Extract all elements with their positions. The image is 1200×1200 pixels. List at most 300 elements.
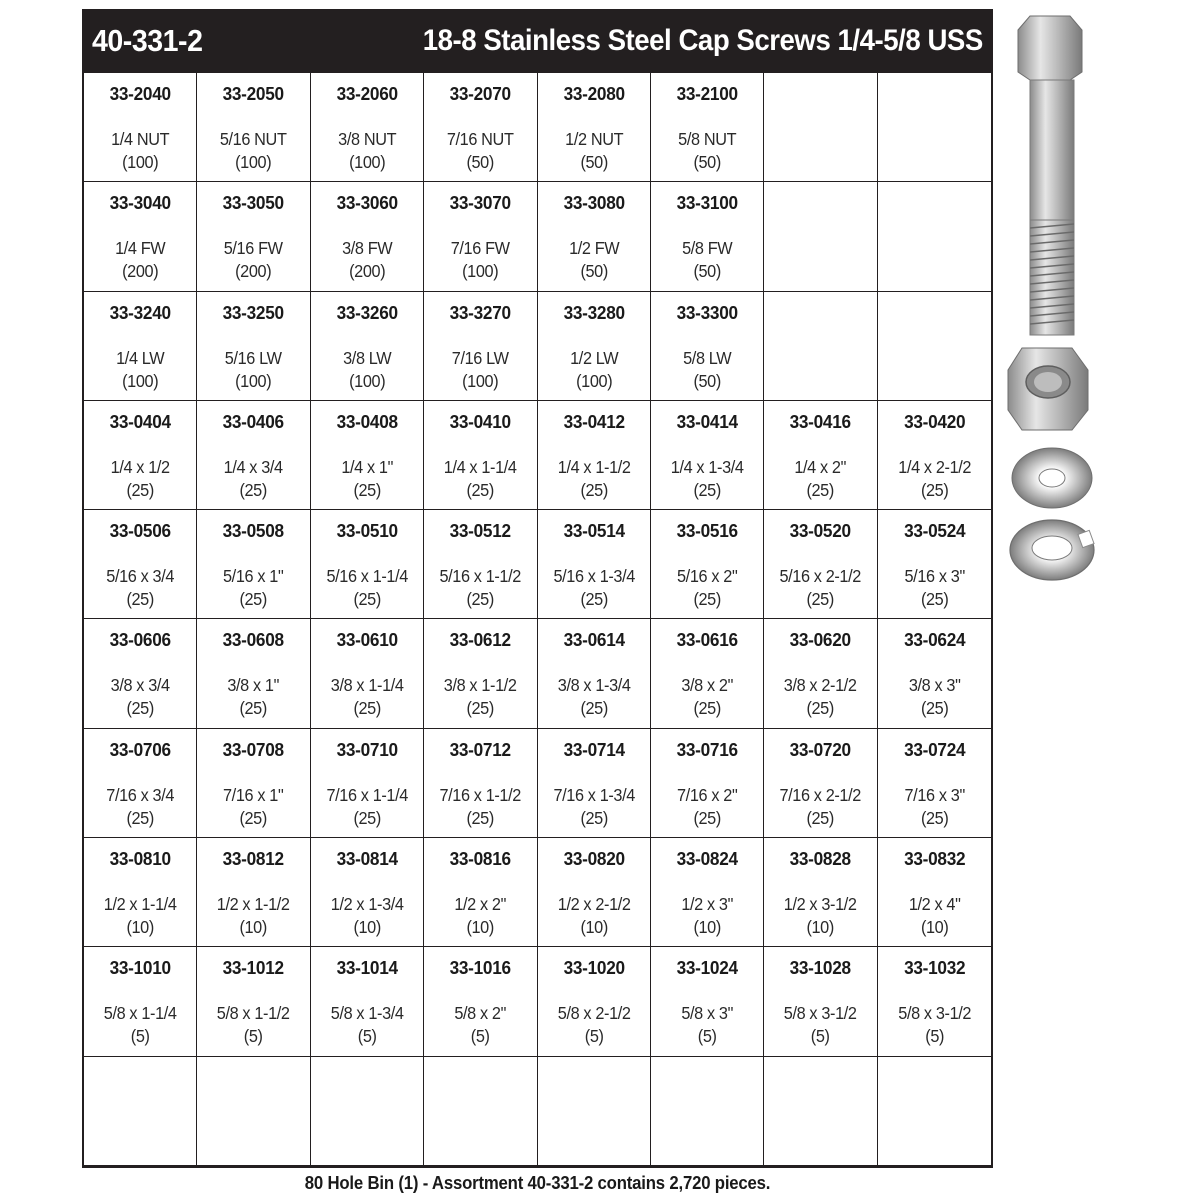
bin-cell	[878, 401, 991, 510]
part-quantity: (25)	[466, 479, 495, 500]
part-size: 1/2 x 2-1/2	[557, 894, 631, 915]
part-description	[768, 1002, 873, 1048]
part-size: 1/2 x 4"	[908, 894, 961, 915]
part-description	[541, 893, 646, 939]
part-number: 33-0816	[449, 848, 511, 870]
sheet-header	[82, 9, 993, 73]
part-size: 1/2 x 1-1/4	[103, 894, 177, 915]
part-number: 33-0708	[222, 738, 285, 760]
bin-cell	[651, 182, 764, 291]
part-description	[88, 1002, 193, 1048]
part-quantity: (25)	[466, 698, 495, 719]
part-quantity: (25)	[353, 479, 381, 500]
part-number: 33-3280	[563, 301, 625, 323]
part-size: 5/8 x 1-3/4	[330, 1003, 404, 1024]
bin-cell	[878, 73, 991, 182]
bin-cell	[538, 729, 651, 838]
part-quantity: (25)	[466, 807, 495, 828]
part-number: 33-1020	[563, 957, 625, 979]
part-quantity: (10)	[466, 917, 495, 938]
part-description	[201, 893, 306, 939]
bin-cell	[764, 510, 877, 619]
part-size: 5/8 x 2-1/2	[557, 1003, 631, 1024]
bin-cell	[197, 292, 310, 401]
bin-cell	[878, 292, 991, 401]
part-quantity: (50)	[579, 261, 608, 282]
part-description	[541, 784, 646, 830]
part-description	[768, 565, 873, 611]
part-size: 5/8 NUT	[678, 129, 737, 149]
part-quantity: (25)	[466, 589, 495, 610]
part-number: 33-0524	[903, 520, 965, 542]
bin-cell	[538, 510, 651, 619]
part-number: 33-0714	[563, 738, 625, 760]
part-quantity: (25)	[126, 589, 154, 610]
part-size: 3/8 x 1-3/4	[557, 675, 631, 696]
part-description	[655, 565, 760, 611]
bin-cell	[764, 73, 877, 182]
part-description	[882, 565, 987, 611]
part-quantity: (25)	[126, 698, 154, 719]
part-quantity: (50)	[693, 370, 721, 391]
part-quantity: (25)	[239, 807, 268, 828]
part-size: 1/4 FW	[115, 238, 166, 259]
part-size: 5/16 x 1-1/2	[439, 566, 522, 587]
bin-cell	[311, 73, 424, 182]
part-number: 33-0516	[676, 520, 738, 542]
part-size: 1/4 x 1-1/4	[443, 456, 517, 477]
part-quantity: (100)	[348, 152, 385, 172]
bin-cell	[197, 401, 310, 510]
part-number: 33-2040	[109, 83, 171, 104]
part-description	[882, 784, 987, 830]
part-quantity: (25)	[806, 589, 835, 610]
part-number: 33-0414	[676, 410, 738, 432]
part-description	[88, 893, 193, 939]
bin-cell	[538, 292, 651, 401]
part-size: 5/16 x 2"	[676, 566, 738, 587]
part-number: 33-0606	[109, 629, 171, 651]
part-number: 33-0828	[789, 848, 852, 870]
bin-cell	[878, 182, 991, 291]
part-number: 33-0520	[789, 520, 852, 542]
part-description	[541, 128, 646, 174]
bin-cell	[538, 619, 651, 728]
part-description	[541, 674, 646, 720]
part-number: 33-2100	[676, 83, 738, 104]
part-number: 33-0832	[903, 848, 965, 870]
part-number: 33-2050	[222, 83, 285, 104]
part-description	[541, 237, 646, 283]
part-size: 5/8 LW	[682, 347, 732, 368]
part-description	[428, 237, 533, 283]
part-quantity: (25)	[806, 698, 835, 719]
part-quantity: (100)	[462, 261, 499, 282]
part-quantity: (25)	[693, 698, 721, 719]
part-quantity: (25)	[579, 698, 608, 719]
bin-cell	[84, 182, 197, 291]
part-number: 33-1014	[336, 957, 398, 979]
bin-cell	[311, 182, 424, 291]
part-number: 33-3250	[222, 301, 285, 323]
part-number: 33-1032	[903, 957, 965, 979]
part-description	[88, 237, 193, 283]
part-size: 7/16 x 1"	[223, 784, 284, 805]
part-size: 1/2 x 2"	[454, 894, 507, 915]
part-quantity: (100)	[122, 370, 159, 391]
assortment-sheet	[82, 9, 993, 1168]
part-number: 33-1016	[449, 957, 511, 979]
part-number: 33-3270	[449, 301, 511, 323]
bin-cell	[197, 510, 310, 619]
part-quantity: (100)	[462, 370, 499, 391]
part-number: 33-0612	[449, 629, 511, 651]
part-size: 7/16 x 2-1/2	[779, 784, 862, 805]
hex-bolt-icon	[1018, 16, 1082, 335]
assortment-code: 40-331-2	[92, 23, 203, 58]
part-size: 3/8 LW	[342, 347, 392, 368]
part-quantity: (25)	[693, 589, 721, 610]
part-description	[201, 1002, 306, 1048]
part-number: 33-0410	[449, 410, 511, 432]
part-number: 33-0412	[563, 410, 625, 432]
part-description	[541, 565, 646, 611]
bin-cell	[878, 510, 991, 619]
bin-cell	[651, 1057, 764, 1166]
part-description	[315, 237, 420, 283]
part-quantity: (25)	[579, 807, 608, 828]
part-number: 33-2070	[449, 83, 511, 104]
part-description	[88, 347, 193, 393]
part-quantity: (25)	[353, 698, 381, 719]
part-description	[201, 347, 306, 393]
bin-cell	[84, 838, 197, 947]
part-quantity: (50)	[579, 152, 608, 172]
part-size: 5/8 x 1-1/4	[103, 1003, 177, 1024]
bin-cell	[424, 73, 537, 182]
bin-cell	[538, 73, 651, 182]
part-quantity: (25)	[353, 589, 381, 610]
part-size: 1/4 x 3/4	[224, 456, 284, 477]
part-number: 33-0720	[789, 738, 852, 760]
part-number: 33-0810	[109, 848, 171, 870]
part-description	[882, 893, 987, 939]
part-size: 1/2 NUT	[564, 129, 623, 149]
part-size: 5/16 LW	[225, 347, 282, 368]
bin-cell	[424, 729, 537, 838]
part-quantity: (10)	[239, 917, 268, 938]
part-size: 1/4 x 1-1/2	[557, 456, 631, 477]
part-size: 5/16 x 2-1/2	[779, 566, 862, 587]
bin-cell	[538, 947, 651, 1056]
part-description	[88, 565, 193, 611]
part-description	[315, 456, 420, 502]
part-quantity: (100)	[122, 152, 159, 172]
part-quantity: (5)	[811, 1026, 830, 1047]
part-description	[655, 674, 760, 720]
part-size: 7/16 x 1-1/2	[439, 784, 522, 805]
part-number: 33-3070	[449, 192, 511, 214]
part-description	[428, 893, 533, 939]
part-size: 3/8 x 1-1/4	[330, 675, 404, 696]
part-number: 33-0824	[676, 848, 738, 870]
bin-cell	[311, 1057, 424, 1166]
bin-cell	[197, 182, 310, 291]
bin-cell	[424, 401, 537, 510]
part-description	[768, 784, 873, 830]
part-size: 5/16 x 1-3/4	[552, 566, 635, 587]
part-number: 33-1024	[676, 957, 738, 979]
part-number: 33-0512	[449, 520, 511, 542]
part-size: 1/2 x 3-1/2	[784, 894, 857, 915]
part-quantity: (100)	[348, 370, 385, 391]
part-description	[541, 347, 646, 393]
bin-cell	[878, 619, 991, 728]
part-description	[201, 237, 306, 283]
part-quantity: (5)	[244, 1026, 263, 1047]
bin-cell	[651, 838, 764, 947]
part-description	[428, 1002, 533, 1048]
bin-cell	[878, 729, 991, 838]
part-quantity: (50)	[693, 261, 721, 282]
part-description	[88, 456, 193, 502]
part-description	[428, 565, 533, 611]
part-number: 33-0416	[789, 410, 852, 432]
bin-cell	[764, 401, 877, 510]
part-size: 3/8 x 1"	[227, 675, 280, 696]
part-quantity: (10)	[579, 917, 608, 938]
bin-cell	[651, 619, 764, 728]
part-size: 1/4 x 2-1/2	[897, 456, 971, 477]
part-description	[88, 128, 193, 174]
part-size: 3/8 x 3"	[908, 675, 961, 696]
part-size: 5/16 FW	[224, 238, 284, 259]
bin-cell	[651, 73, 764, 182]
part-quantity: (10)	[920, 917, 949, 938]
part-quantity: (25)	[239, 698, 268, 719]
part-description	[315, 128, 420, 174]
part-number: 33-0716	[676, 738, 738, 760]
bin-cell	[651, 510, 764, 619]
part-description	[428, 784, 533, 830]
part-description	[428, 456, 533, 502]
part-size: 1/4 x 1-3/4	[670, 456, 744, 477]
bin-cell	[197, 619, 310, 728]
flat-washer-icon	[1012, 448, 1092, 508]
part-number: 33-3300	[676, 301, 738, 323]
part-number: 33-3050	[222, 192, 285, 214]
part-number: 33-0506	[109, 520, 171, 542]
bin-cell	[424, 182, 537, 291]
part-description	[428, 347, 533, 393]
part-size: 1/4 NUT	[111, 129, 170, 149]
part-size: 5/8 FW	[681, 238, 733, 259]
part-description	[201, 784, 306, 830]
part-quantity: (100)	[235, 152, 272, 172]
part-description	[655, 1002, 760, 1048]
part-description	[882, 674, 987, 720]
bin-cell	[84, 510, 197, 619]
part-description	[315, 347, 420, 393]
bin-cell	[311, 401, 424, 510]
part-description	[201, 128, 306, 174]
sheet-title: 18-8 Stainless Steel Cap Screws 1/4-5/8 USS	[422, 24, 983, 57]
part-description	[655, 347, 760, 393]
bin-cell	[311, 510, 424, 619]
part-description	[768, 456, 873, 502]
bin-cell	[311, 619, 424, 728]
bin-cell	[311, 292, 424, 401]
part-number: 33-0812	[222, 848, 285, 870]
part-description	[882, 456, 987, 502]
part-size: 1/2 FW	[568, 238, 619, 259]
part-size: 5/16 x 3/4	[106, 566, 175, 587]
part-size: 3/8 x 2"	[681, 675, 733, 696]
bin-cell	[878, 947, 991, 1056]
bin-cell	[84, 401, 197, 510]
part-size: 3/8 x 1-1/2	[443, 675, 517, 696]
bin-cell	[538, 401, 651, 510]
part-quantity: (5)	[470, 1026, 490, 1047]
part-description	[428, 128, 533, 174]
part-quantity: (25)	[126, 479, 154, 500]
part-number: 33-0620	[789, 629, 852, 651]
bin-cell	[197, 947, 310, 1056]
part-quantity: (200)	[235, 261, 272, 282]
part-description	[315, 565, 420, 611]
part-description	[428, 674, 533, 720]
part-number: 33-0508	[222, 520, 285, 542]
bin-cell	[424, 619, 537, 728]
part-size: 1/2 x 3"	[681, 894, 733, 915]
bin-cell	[84, 73, 197, 182]
part-quantity: (10)	[353, 917, 381, 938]
part-quantity: (25)	[920, 479, 949, 500]
part-size: 5/16 x 1-1/4	[326, 566, 408, 587]
part-description	[541, 1002, 646, 1048]
part-number: 33-0724	[903, 738, 965, 760]
part-size: 1/2 x 1-3/4	[330, 894, 404, 915]
bin-cell	[424, 838, 537, 947]
bin-cell	[311, 947, 424, 1056]
part-quantity: (10)	[126, 917, 154, 938]
bin-cell	[311, 729, 424, 838]
bin-cell	[651, 729, 764, 838]
bin-cell	[764, 838, 877, 947]
part-size: 7/16 LW	[451, 347, 509, 368]
part-number: 33-0624	[903, 629, 965, 651]
bin-cell	[764, 619, 877, 728]
part-number: 33-0814	[336, 848, 398, 870]
bin-cell	[84, 1057, 197, 1166]
part-size: 7/16 FW	[450, 238, 510, 259]
part-number: 33-3060	[336, 192, 398, 214]
bin-cell	[424, 510, 537, 619]
part-size: 3/8 NUT	[337, 129, 396, 149]
part-quantity: (25)	[693, 807, 721, 828]
part-quantity: (25)	[806, 807, 835, 828]
bin-cell	[197, 1057, 310, 1166]
part-quantity: (25)	[806, 479, 835, 500]
part-quantity: (200)	[122, 261, 159, 282]
part-number: 33-2060	[336, 83, 398, 104]
bin-cell	[197, 73, 310, 182]
bin-cell	[538, 1057, 651, 1166]
bin-cell	[878, 1057, 991, 1166]
hardware-illustration	[1000, 10, 1100, 590]
part-number: 33-3040	[109, 192, 171, 214]
lock-washer-icon	[1010, 520, 1094, 580]
part-quantity: (100)	[235, 370, 272, 391]
part-size: 1/4 x 2"	[794, 456, 847, 477]
part-number: 33-0408	[336, 410, 398, 432]
bin-cell	[197, 729, 310, 838]
part-number: 33-0712	[449, 738, 511, 760]
part-description	[655, 456, 760, 502]
part-size: 1/4 LW	[116, 347, 165, 368]
part-description	[655, 784, 760, 830]
part-quantity: (10)	[693, 917, 721, 938]
part-description	[315, 784, 420, 830]
part-description	[88, 674, 193, 720]
part-quantity: (25)	[920, 698, 949, 719]
part-number: 33-3080	[563, 192, 625, 214]
part-quantity: (25)	[920, 807, 949, 828]
bin-cell	[84, 292, 197, 401]
part-quantity: (5)	[924, 1026, 944, 1047]
part-quantity: (25)	[579, 479, 608, 500]
part-description	[315, 893, 420, 939]
part-description	[315, 674, 420, 720]
part-quantity: (25)	[579, 589, 608, 610]
part-description	[88, 784, 193, 830]
part-number: 33-0706	[109, 738, 171, 760]
part-description	[315, 1002, 420, 1048]
part-quantity: (50)	[466, 152, 495, 172]
part-number: 33-0608	[222, 629, 285, 651]
part-size: 7/16 x 2"	[676, 784, 738, 805]
bin-cell	[424, 1057, 537, 1166]
part-quantity: (5)	[584, 1026, 604, 1047]
part-size: 1/2 LW	[569, 347, 618, 368]
bin-cell	[424, 292, 537, 401]
part-size: 5/16 x 1"	[223, 566, 284, 587]
part-number: 33-3260	[336, 301, 398, 323]
part-number: 33-2080	[563, 83, 625, 104]
part-quantity: (25)	[920, 589, 949, 610]
hex-nut-icon	[1008, 348, 1088, 430]
bin-cell	[764, 182, 877, 291]
part-size: 1/4 x 1"	[341, 456, 393, 477]
bin-cell	[84, 729, 197, 838]
bin-cell	[878, 838, 991, 947]
part-size: 5/8 x 1-1/2	[217, 1003, 290, 1024]
part-number: 33-1028	[789, 957, 852, 979]
part-quantity: (5)	[357, 1026, 377, 1047]
part-size: 3/8 x 2-1/2	[784, 675, 857, 696]
part-number: 33-0820	[563, 848, 625, 870]
bin-cell	[538, 838, 651, 947]
part-description	[201, 674, 306, 720]
assortment-footer: 80 Hole Bin (1) - Assortment 40-331-2 contains 2,720 pieces.	[304, 1173, 771, 1193]
part-number: 33-0514	[563, 520, 625, 542]
part-size: 5/8 x 2"	[454, 1003, 507, 1024]
bin-cell	[424, 947, 537, 1056]
part-size: 7/16 x 1-3/4	[552, 784, 635, 805]
part-size: 7/16 x 3/4	[106, 784, 175, 805]
part-number: 33-0406	[222, 410, 285, 432]
bin-grid	[82, 73, 993, 1168]
